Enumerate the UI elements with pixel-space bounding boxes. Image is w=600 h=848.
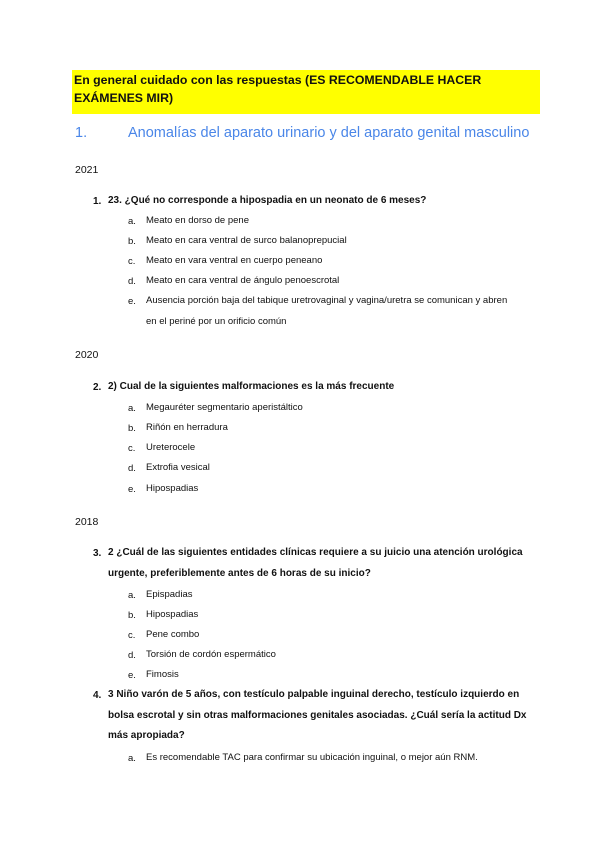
option-letter: c. [128, 630, 136, 641]
section-number: 1. [75, 125, 88, 141]
option-letter: e. [128, 484, 136, 495]
option-letter: c. [128, 443, 136, 454]
year-heading-2018: 2018 [75, 516, 99, 528]
option-text: Torsión de cordón espermático [146, 649, 276, 660]
option-text: Meato en cara ventral de ángulo penoescrotal [146, 275, 340, 286]
question-text: 3 Niño varón de 5 años, con testículo palpable inguinal derecho, testículo izquierdo en bolsa escrotal y sin otras malformaciones genitales asociadas. ¿Cuál sería la actitud Dx más apropiada? [108, 689, 527, 741]
option-text: Meato en vara ventral en cuerpo peneano [146, 255, 323, 266]
question-text: 2) Cual de la siguientes malformaciones es la más frecuente [108, 381, 395, 392]
option-text: Pene combo [146, 629, 200, 640]
option-letter: b. [128, 423, 136, 434]
option-letter: a. [128, 216, 136, 227]
banner-text: En general cuidado con las respuestas (ES RECOMENDABLE HACER EXÁMENES MIR) [74, 73, 482, 105]
option-text: Hipospadias [146, 483, 199, 494]
option-letter: c. [128, 256, 136, 267]
question-text: 23. ¿Qué no corresponde a hipospadia en un neonato de 6 meses? [108, 195, 427, 206]
year-heading-2021: 2021 [75, 164, 99, 176]
question-number: 3. [93, 548, 102, 559]
option-letter: b. [128, 610, 136, 621]
option-text: Ureterocele [146, 442, 196, 453]
question-text: 2 ¿Cuál de las siguientes entidades clínicas requiere a su juicio una atención urológica urgente, preferiblemente antes de 6 horas de su inicio? [108, 547, 523, 579]
option-letter: e. [128, 670, 136, 681]
option-letter: a. [128, 753, 136, 764]
option-letter: b. [128, 236, 136, 247]
option-text: Meato en dorso de pene [146, 215, 249, 226]
option-text: Epispadias [146, 589, 193, 600]
option-letter: d. [128, 463, 136, 474]
question-number: 4. [93, 690, 102, 701]
option-letter: a. [128, 590, 136, 601]
option-text: Extrofia vesical [146, 462, 210, 473]
question-number: 2. [93, 382, 102, 393]
option-text: Fimosis [146, 669, 179, 680]
option-letter: d. [128, 276, 136, 287]
year-heading-2020: 2020 [75, 349, 99, 361]
option-text: Meato en cara ventral de surco balanoprepucial [146, 235, 347, 246]
option-text: Hipospadias [146, 609, 199, 620]
option-letter: e. [128, 296, 136, 307]
section-title: Anomalías del aparato urinario y del aparato genital masculino [128, 125, 530, 141]
option-text: Megauréter segmentario aperistáltico [146, 402, 303, 413]
question-number: 1. [93, 196, 102, 207]
option-letter: d. [128, 650, 136, 661]
option-text: Ausencia porción baja del tabique uretrovaginal y vagina/uretra se comunican y abren en el periné por un orificio común [146, 295, 508, 327]
option-text: Riñón en herradura [146, 422, 228, 433]
option-letter: a. [128, 403, 136, 414]
option-text: Es recomendable TAC para confirmar su ubicación inguinal, o mejor aún RNM. [146, 752, 478, 763]
